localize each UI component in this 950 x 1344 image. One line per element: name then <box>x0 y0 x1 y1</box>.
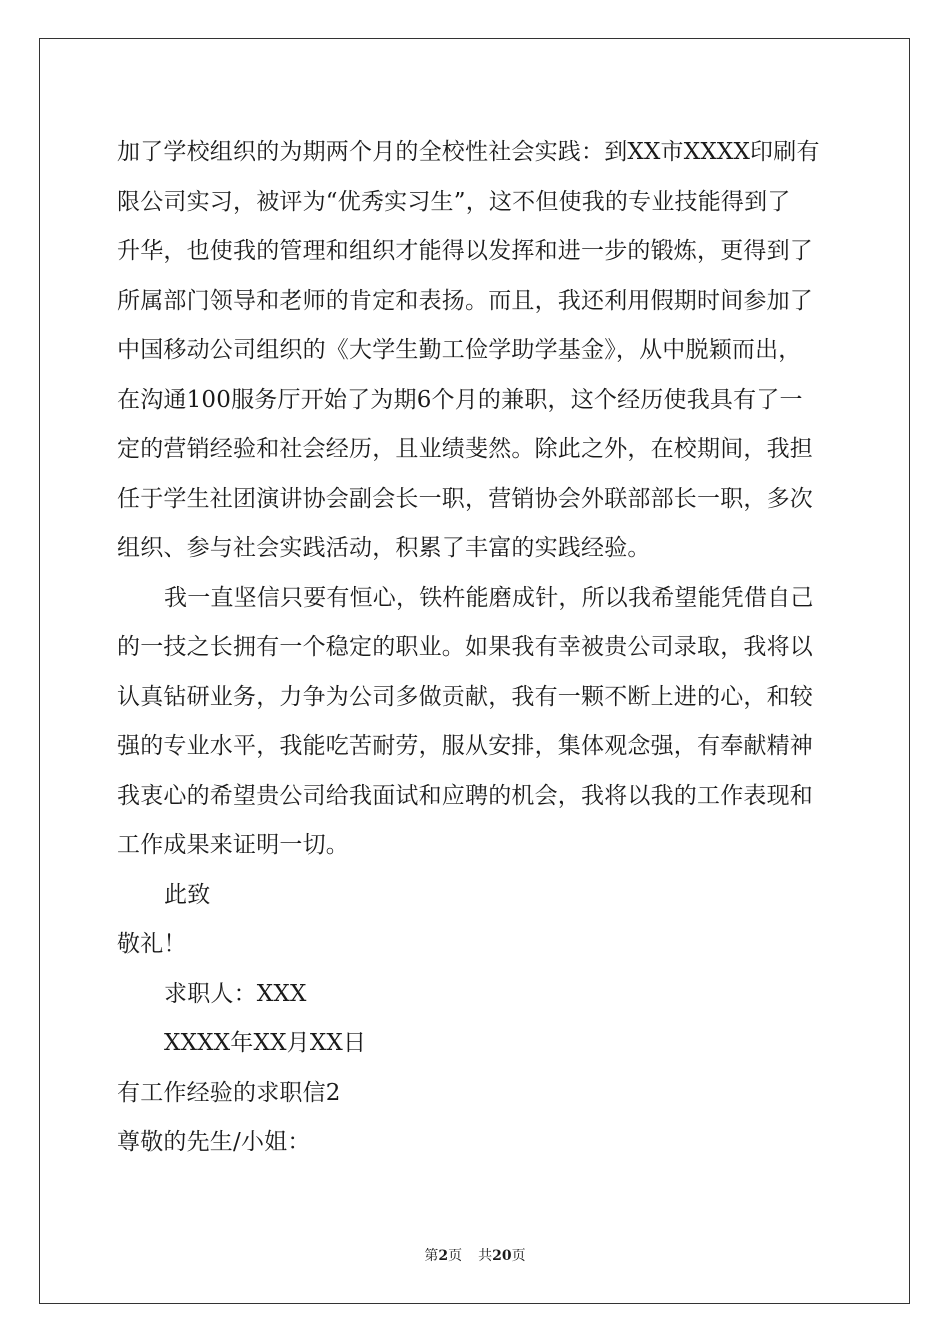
closing-salutation: 此致 <box>164 881 211 908</box>
total-suffix: 页 <box>511 1248 526 1264</box>
paragraph-line: 在沟通100服务厅开始了为期6个月的兼职，这个经历使我具有了一 <box>117 386 803 413</box>
paragraph-line: 定的营销经验和社会经历，且业绩斐然。除此之外，在校期间，我担 <box>117 436 813 462</box>
letter-date: XXXX年XX月XX日 <box>164 1030 367 1056</box>
letter-greeting: 尊敬的先生/小姐： <box>117 1129 311 1155</box>
page-prefix: 第 <box>424 1248 439 1264</box>
paragraph-line: 的一技之长拥有一个稳定的职业。如果我有幸被贵公司录取，我将以 <box>117 634 813 660</box>
paragraph-line: 所属部门领导和老师的肯定和表扬。而且，我还利用假期时间参加了 <box>117 287 813 314</box>
paragraph-line: 中国移动公司组织的《大学生勤工俭学助学基金》，从中脱颖而出， <box>117 337 802 363</box>
total-page-count: 20 <box>492 1248 512 1264</box>
paragraph-line: 认真钻研业务，力争为公司多做贡献，我有一颗不断上进的心，和较 <box>117 683 813 710</box>
paragraph-line: 任于学生社团演讲协会副会长一职，营销协会外联部部长一职，多次 <box>117 485 813 512</box>
paragraph-line: 强的专业水平，我能吃苦耐劳，服从安排，集体观念强，有奉献精神 <box>117 733 813 759</box>
paragraph-line: 工作成果来证明一切。 <box>117 832 349 858</box>
paragraph-line: 我衷心的希望贵公司给我面试和应聘的机会，我将以我的工作表现和 <box>117 782 813 809</box>
section-title: 有工作经验的求职信2 <box>117 1079 341 1106</box>
paragraph-line: 我一直坚信只要有恒心，铁杵能磨成针，所以我希望能凭借自己 <box>164 584 814 611</box>
applicant-signature: 求职人：XXX <box>164 980 307 1007</box>
paragraph-line: 组织、参与社会实践活动，积累了丰富的实践经验。 <box>117 535 651 561</box>
paragraph-line: 升华，也使我的管理和组织才能得以发挥和进一步的锻炼，更得到了 <box>117 238 813 264</box>
current-page-number: 2 <box>438 1248 449 1264</box>
paragraph-line: 加了学校组织的为期两个月的全校性社会实践：到XX市XXXX印刷有 <box>117 139 820 165</box>
page-suffix: 页 <box>448 1248 463 1264</box>
paragraph-line: 限公司实习，被评为“优秀实习生”，这不但使我的专业技能得到了 <box>117 188 791 215</box>
letter-body <box>117 128 837 1168</box>
closing-regards: 敬礼！ <box>117 931 187 957</box>
total-prefix: 共 <box>478 1248 493 1264</box>
page-footer <box>0 1246 950 1266</box>
